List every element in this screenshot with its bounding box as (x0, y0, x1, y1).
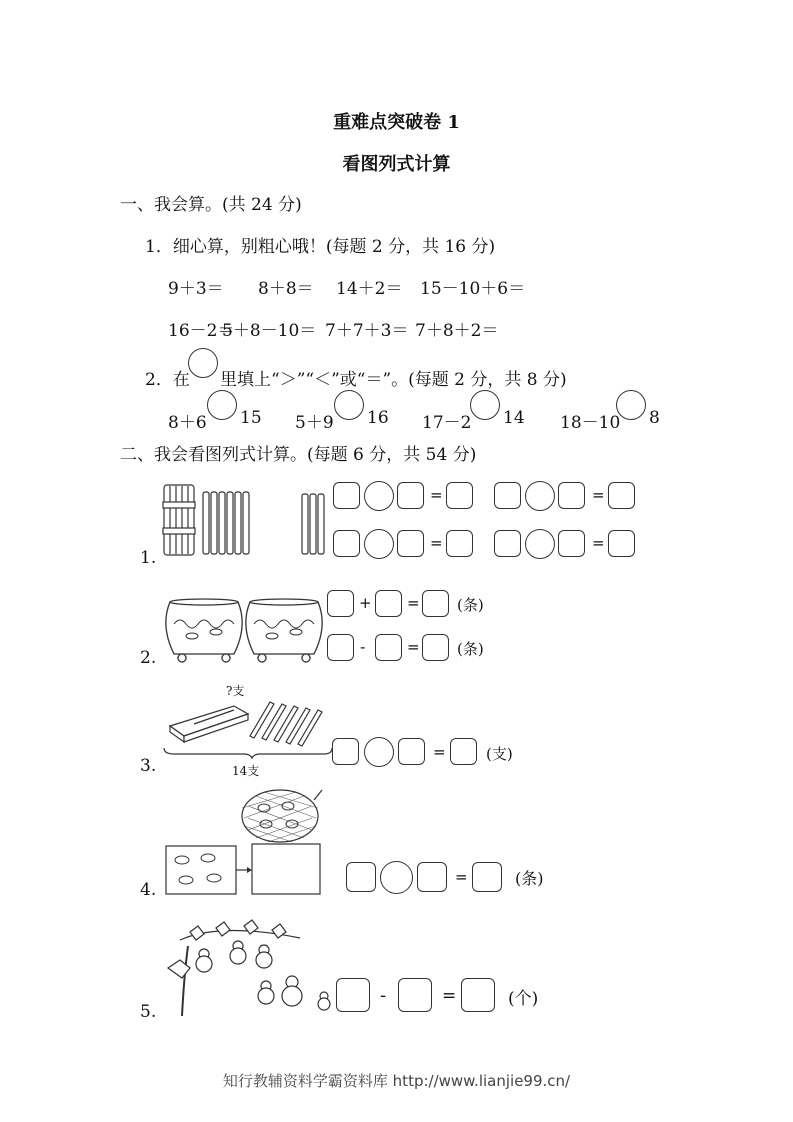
p4-box-2[interactable] (417, 862, 447, 892)
section2-heading: 二、我会看图列式计算。(每题 6 分，共 54 分) (120, 445, 477, 465)
p2-r2-box-1[interactable] (327, 634, 354, 661)
calc-8: 7＋8＋2＝ (415, 321, 499, 341)
compare-1-left: 8＋6 (168, 413, 207, 433)
p4-unit: (条) (515, 869, 544, 888)
p1-r2-box-1[interactable] (494, 482, 521, 509)
p5-box-3[interactable] (461, 978, 495, 1012)
p1-r2-op-circle[interactable] (525, 481, 555, 511)
compare-4-circle[interactable] (616, 390, 646, 420)
p2-r1-box-3[interactable] (422, 590, 449, 617)
compare-2-circle[interactable] (334, 390, 364, 420)
compare-1-circle[interactable] (207, 390, 237, 420)
p1-r3-box-2[interactable] (397, 530, 424, 557)
calc-4: 15－10＋6＝ (420, 279, 526, 299)
p3-box-3[interactable] (450, 738, 477, 765)
problem-5-number: 5. (140, 1002, 157, 1022)
p4-op-circle[interactable] (380, 861, 413, 894)
p5-minus: - (380, 986, 387, 1006)
p1-r1-eq: = (430, 486, 443, 504)
compare-circle-example (188, 348, 218, 378)
p5-unit: (个) (508, 989, 539, 1009)
q2-label-post: 里填上“＞”“＜”或“＝”。(每题 2 分，共 8 分) (220, 370, 567, 390)
total-label: 14支 (232, 764, 260, 778)
sticks-illustration (160, 480, 340, 560)
compare-2-left: 5＋9 (295, 413, 334, 433)
compare-3-left: 17－2 (422, 413, 472, 433)
p5-eq: = (442, 986, 457, 1006)
p2-r1-plus: + (359, 594, 372, 612)
p1-r1-box-2[interactable] (397, 482, 424, 509)
p1-r2-eq: = (592, 486, 605, 504)
calc-6: 5＋8－10＝ (222, 321, 317, 341)
compare-1-right: 15 (240, 408, 262, 428)
p3-unit: (支) (486, 745, 513, 763)
p4-box-3[interactable] (472, 862, 502, 892)
gourd-vine-illustration (160, 916, 338, 1020)
problem-3-number: 3. (140, 756, 157, 776)
p1-r4-eq: = (592, 534, 605, 552)
compare-3-circle[interactable] (470, 390, 500, 420)
p3-box-2[interactable] (398, 738, 425, 765)
p1-r1-box-1[interactable] (333, 482, 360, 509)
compare-3-right: 14 (503, 408, 525, 428)
calc-5: 16－2＝ (168, 321, 235, 341)
fishbowls-illustration (164, 596, 324, 664)
p2-r2-unit: (条) (457, 640, 484, 658)
p4-box-1[interactable] (346, 862, 376, 892)
p1-r3-op-circle[interactable] (364, 529, 394, 559)
p5-box-1[interactable] (336, 978, 370, 1012)
p1-r4-box-1[interactable] (494, 530, 521, 557)
p1-r4-op-circle[interactable] (525, 529, 555, 559)
page-title: 重难点突破卷 1 (333, 112, 460, 133)
p2-r1-box-2[interactable] (375, 590, 402, 617)
p4-eq: = (455, 868, 468, 886)
p1-r2-box-2[interactable] (558, 482, 585, 509)
footer-watermark: 知行教辅资料学霸资料库 http://www.lianjie99.cn/ (222, 1072, 571, 1090)
question-label: ?支 (226, 684, 245, 698)
problem-4-number: 4. (140, 880, 157, 900)
fish-net-illustration (164, 786, 334, 898)
p2-r1-box-1[interactable] (327, 590, 354, 617)
p1-r4-box-3[interactable] (608, 530, 635, 557)
p1-r3-eq: = (430, 534, 443, 552)
p3-op-circle[interactable] (364, 737, 394, 767)
p3-eq: = (433, 743, 446, 761)
section1-heading: 一、我会算。(共 24 分) (120, 195, 302, 215)
p3-box-1[interactable] (332, 738, 359, 765)
compare-2-right: 16 (367, 408, 389, 428)
p1-r1-op-circle[interactable] (364, 481, 394, 511)
p1-r1-box-3[interactable] (446, 482, 473, 509)
page-subtitle: 看图列式计算 (342, 154, 451, 175)
p2-r2-box-2[interactable] (375, 634, 402, 661)
pencil-box-illustration (164, 696, 334, 756)
p1-r3-box-3[interactable] (446, 530, 473, 557)
p2-r1-unit: (条) (457, 596, 484, 614)
calc-2: 8＋8＝ (258, 279, 314, 299)
q2-label-pre: 2．在 (145, 370, 190, 390)
p1-r4-box-2[interactable] (558, 530, 585, 557)
compare-4-left: 18－10 (560, 413, 621, 433)
compare-4-right: 8 (649, 408, 660, 428)
calc-7: 7＋7＋3＝ (325, 321, 409, 341)
p2-r2-box-3[interactable] (422, 634, 449, 661)
problem-1-number: 1. (140, 548, 157, 568)
q1-label: 1．细心算，别粗心哦！(每题 2 分，共 16 分) (145, 237, 496, 257)
p1-r2-box-3[interactable] (608, 482, 635, 509)
calc-1: 9＋3＝ (168, 279, 224, 299)
problem-2-number: 2. (140, 648, 157, 668)
p5-box-2[interactable] (398, 978, 432, 1012)
calc-3: 14＋2＝ (336, 279, 403, 299)
p2-r2-eq: = (407, 638, 420, 656)
p2-r2-minus: - (360, 638, 366, 656)
p1-r3-box-1[interactable] (333, 530, 360, 557)
p2-r1-eq: = (407, 594, 420, 612)
